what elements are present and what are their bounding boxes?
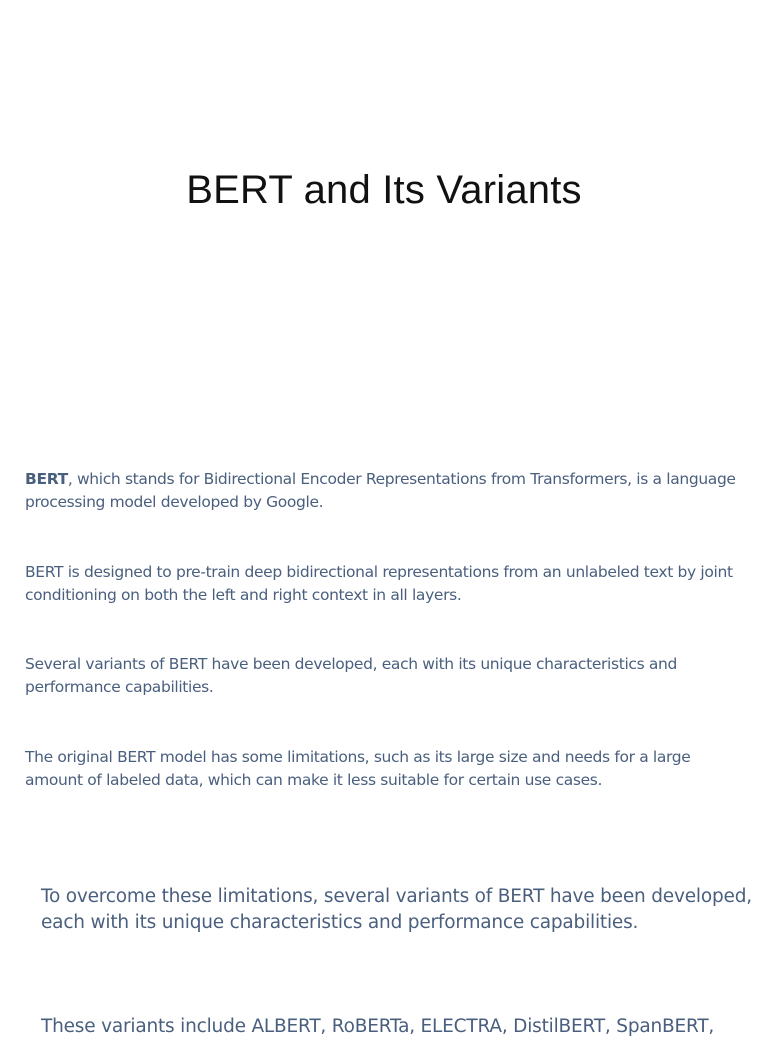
paragraph-bert-design: BERT is designed to pre-train deep bidirectional representations from an unlabeled text by joint conditioning on both the left and right context in all layers. [25,563,733,604]
paragraph-bert-variants: Several variants of BERT have been developed, each with its unique characteristics and performance capabilities. [25,655,677,696]
page-title: BERT and Its Variants [186,168,582,212]
paragraph-bert-limitations: The original BERT model has some limitations, such as its large size and needs for a large amount of labeled data, which can make it less suitable for certain use cases. [25,748,691,789]
paragraph-text: , which stands for Bidirectional Encoder Representations from Transformers, is a language processing model developed by Google. [25,470,736,511]
bert-bold-term: BERT [25,470,68,488]
paragraph-variants-list: These variants include ALBERT, RoBERTa, ELECTRA, DistilBERT, SpanBERT, [41,1016,715,1037]
paragraph-bert-definition [25,468,745,514]
paragraph-overcome-limitations: To overcome these limitations, several variants of BERT have been developed, each with its unique characteristics and performance capabilities. [41,886,752,933]
